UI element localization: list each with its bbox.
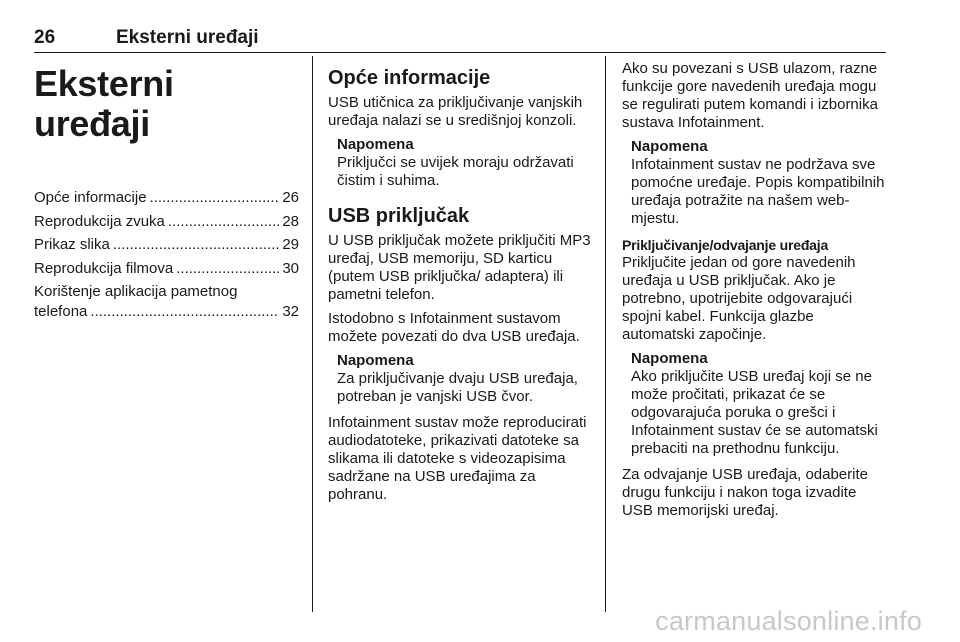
section-heading-usb: USB priključak	[328, 205, 470, 227]
note-body: Ako priključite USB uređaj koji se ne može pročitati, prikazat će se odgovarajuća poruka o grešci i Infotainment sustav će se automatski prebaciti na prethodnu funkciju.	[631, 368, 878, 457]
note-body: Priključci se uvijek moraju održavati čistim i suhima.	[337, 154, 574, 189]
page-number: 26	[34, 27, 56, 48]
paragraph: Istodobno s Infotainment sustavom možete povezati do dva USB uređaja.	[328, 310, 580, 345]
toc-leader	[168, 212, 279, 232]
note-block	[337, 352, 594, 406]
subheading-connect-disconnect: Priključivanje/odvajanje uređaja	[622, 237, 829, 253]
toc-entry-prikaz-slika[interactable]	[34, 235, 299, 255]
toc-page: 28	[282, 212, 299, 230]
toc-leader	[113, 235, 279, 255]
note-block	[631, 350, 888, 458]
toc-entry-reprodukcija-filmova[interactable]	[34, 259, 299, 279]
toc-entry-reprodukcija-zvuka[interactable]	[34, 212, 299, 232]
note-title: Napomena	[337, 352, 414, 369]
toc-page: 30	[282, 259, 299, 277]
paragraph: Infotainment sustav može reproducirati audiodatoteke, prikazivati datoteke sa slikama ili datoteke s videozapisima sadržane na USB uređajima za pohranu.	[328, 414, 587, 503]
toc-label: Opće informacije	[34, 189, 147, 206]
note-title: Napomena	[337, 136, 414, 153]
note-body: Infotainment sustav ne podržava sve pomoćne uređaje. Popis kompatibilnih uređaja potražite na našem web-mjestu.	[631, 156, 885, 227]
toc-label: Prikaz slika	[34, 236, 110, 253]
chapter-title: Eksterni uređaji	[34, 63, 174, 144]
note-block	[631, 138, 888, 228]
toc-page: 29	[282, 236, 299, 253]
paragraph: Ako su povezani s USB ulazom, razne funkcije gore navedenih uređaja mogu se regulirati putem komandi i izbornika sustava Infotainment.	[622, 60, 878, 131]
note-title: Napomena	[631, 138, 708, 155]
paragraph: Za odvajanje USB uređaja, odaberite drugu funkciju i nakon toga izvadite USB memorijski uređaj.	[622, 466, 868, 519]
left-column	[34, 60, 299, 325]
toc-label-line1: Korištenje aplikacija pametnog	[34, 283, 238, 300]
note-block	[337, 136, 594, 190]
running-header	[34, 28, 886, 53]
watermark: carmanualsonline.info	[655, 606, 922, 636]
toc-page: 26	[282, 189, 299, 206]
toc-label: Reprodukcija zvuka	[34, 212, 165, 230]
section-heading-general: Opće informacije	[328, 67, 491, 89]
toc-label-line2: telefona	[34, 302, 88, 320]
column-divider-right	[605, 56, 606, 612]
toc-leader	[176, 259, 279, 279]
paragraph: USB utičnica za priključivanje vanjskih uređaja nalazi se u središnjoj konzoli.	[328, 94, 583, 129]
toc-leader	[150, 188, 280, 208]
note-title: Napomena	[631, 350, 708, 367]
middle-column	[328, 60, 594, 510]
column-divider-left	[312, 56, 313, 612]
running-section-title: Eksterni uređaji	[116, 27, 259, 48]
right-column	[622, 60, 888, 526]
paragraph: U USB priključak možete priključiti MP3 uređaj, USB memoriju, SD karticu (putem USB priključka/ adaptera) ili pametni telefon.	[328, 232, 591, 303]
toc-page: 32	[282, 302, 299, 320]
table-of-contents	[34, 188, 299, 321]
toc-leader	[90, 302, 279, 322]
toc-entry-opce-informacije[interactable]	[34, 188, 299, 208]
note-body: Za priključivanje dvaju USB uređaja, potreban je vanjski USB čvor.	[337, 370, 578, 405]
toc-label: Reprodukcija filmova	[34, 259, 174, 277]
paragraph: Priključite jedan od gore navedenih uređaja u USB priključak. Ako je potrebno, upotrijebite odgovarajući spojni kabel. Funkcija glazbe automatski započinje.	[622, 254, 856, 343]
toc-entry-koristenje-aplikacija[interactable]	[34, 282, 299, 321]
